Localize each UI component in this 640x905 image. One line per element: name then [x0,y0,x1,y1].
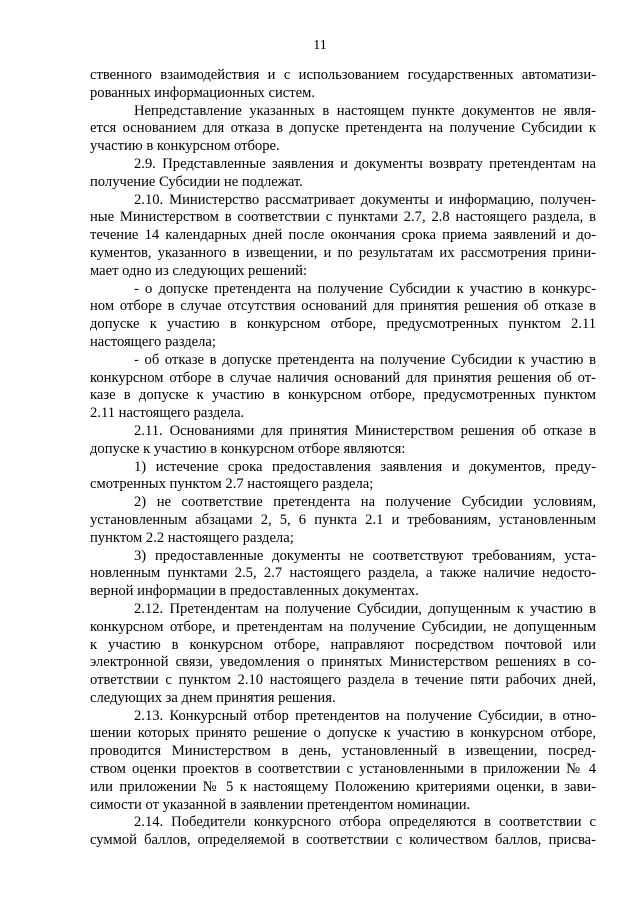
text-line: 2.11. Основаниями для принятия Министерством решения об отказе в [134,422,596,439]
text-line: казе в допуске к участию в конкурсном отборе, предусмотренных пунктом [90,387,596,404]
page-number: 11 [313,38,327,53]
text-line: рованных информационных систем. [90,84,315,101]
text-line: течение 14 календарных дней после окончания срока приема заявлений и до- [90,227,596,244]
text-line: - об отказе в допуске претендента на получение Субсидии к участию в [134,351,596,368]
text-line: мает одно из следующих решений: [90,262,308,279]
text-line: 2.14. Победители конкурсного отбора определяются в соответствии с [134,814,596,831]
text-line: получение Субсидии не подлежат. [90,173,303,190]
text-line: к участию в конкурсном отборе, направляют посредством почтовой или [90,636,596,653]
text-line: ственного взаимодействия и с использованием государственных автоматизи- [90,67,596,83]
text-line: верной информации в предоставленных документах. [90,583,419,600]
text-line: проводится Министерством в день, установленный в извещении, посред- [90,743,596,760]
text-line: 3) предоставленные документы не соответствуют требованиям, уста- [134,547,596,564]
text-line: ном отборе в случае отсутствия оснований для принятия решения об отказе в [90,298,596,315]
text-line: 2.9. Представленные заявления и документы возврату претендентам на [134,155,596,172]
text-line: 1) истечение срока предоставления заявления и документов, преду- [134,458,596,475]
text-line: симости от указанной в заявлении претендентом номинации. [90,796,471,813]
text-line: - о допуске претендента на получение Субсидии к участию в конкурс- [134,280,596,297]
text-line: смотренных пунктом 2.7 настоящего раздела; [90,476,374,493]
text-line: 2) не соответствие претендента на получение Субсидии условиям, [134,494,596,511]
text-line: кументов, указанного в извещении, и по результатам их рассмотрения прини- [90,244,596,261]
text-line: суммой баллов, определяемой в соответствии с количеством баллов, присва- [90,832,596,849]
body-text [90,67,596,850]
text-line: конкурсном отборе, и претендентам на получение Субсидии, не допущенным [90,618,596,635]
text-line: шении которых принято решение о допуске к участию в конкурсном отборе, [90,725,596,742]
text-line: новленным пунктами 2.5, 2.7 настоящего раздела, а также наличие недосто- [90,565,596,582]
text-line: 2.11 настоящего раздела. [90,405,245,422]
text-line: допуске к участию в конкурсном отборе, предусмотренных пунктом 2.11 [90,316,596,333]
text-line: или приложении № 5 к настоящему Положению критериями оценки, в зави- [90,778,596,795]
text-line: 2.10. Министерство рассматривает документы и информацию, получен- [134,191,596,208]
text-line: ные Министерством в соответствии с пунктами 2.7, 2.8 настоящего раздела, в [90,209,596,226]
text-line: допуске к участию в конкурсном отборе являются: [90,440,406,457]
text-line: Непредставление указанных в настоящем пункте документов не явля- [134,102,596,119]
text-line: установленным абзацами 2, 5, 6 пункта 2.1 и требованиям, установленным [90,511,596,528]
text-line: ством оценки проектов в соответствии с установленными в приложении № 4 [90,761,596,778]
text-line: 2.13. Конкурсный отбор претендентов на получение Субсидии, в отно- [134,707,596,724]
text-line: ответствии с пунктом 2.10 настоящего раздела в течение пяти рабочих дней, [90,672,596,689]
text-line: 2.12. Претендентам на получение Субсидии, допущенным к участию в [134,600,596,617]
text-line: ется основанием для отказа в допуске претендента на получение Субсидии к [90,120,596,137]
text-line: конкурсном отборе в случае наличия оснований для принятия решения об от- [90,369,596,386]
text-line: настоящего раздела; [90,333,216,350]
text-line: следующих за днем принятия решения. [90,689,336,706]
text-line: пунктом 2.2 настоящего раздела; [90,529,294,546]
text-line: электронной связи, уведомления о принятых Министерством решениях в со- [90,654,596,671]
text-line: участию в конкурсном отборе. [90,138,280,155]
